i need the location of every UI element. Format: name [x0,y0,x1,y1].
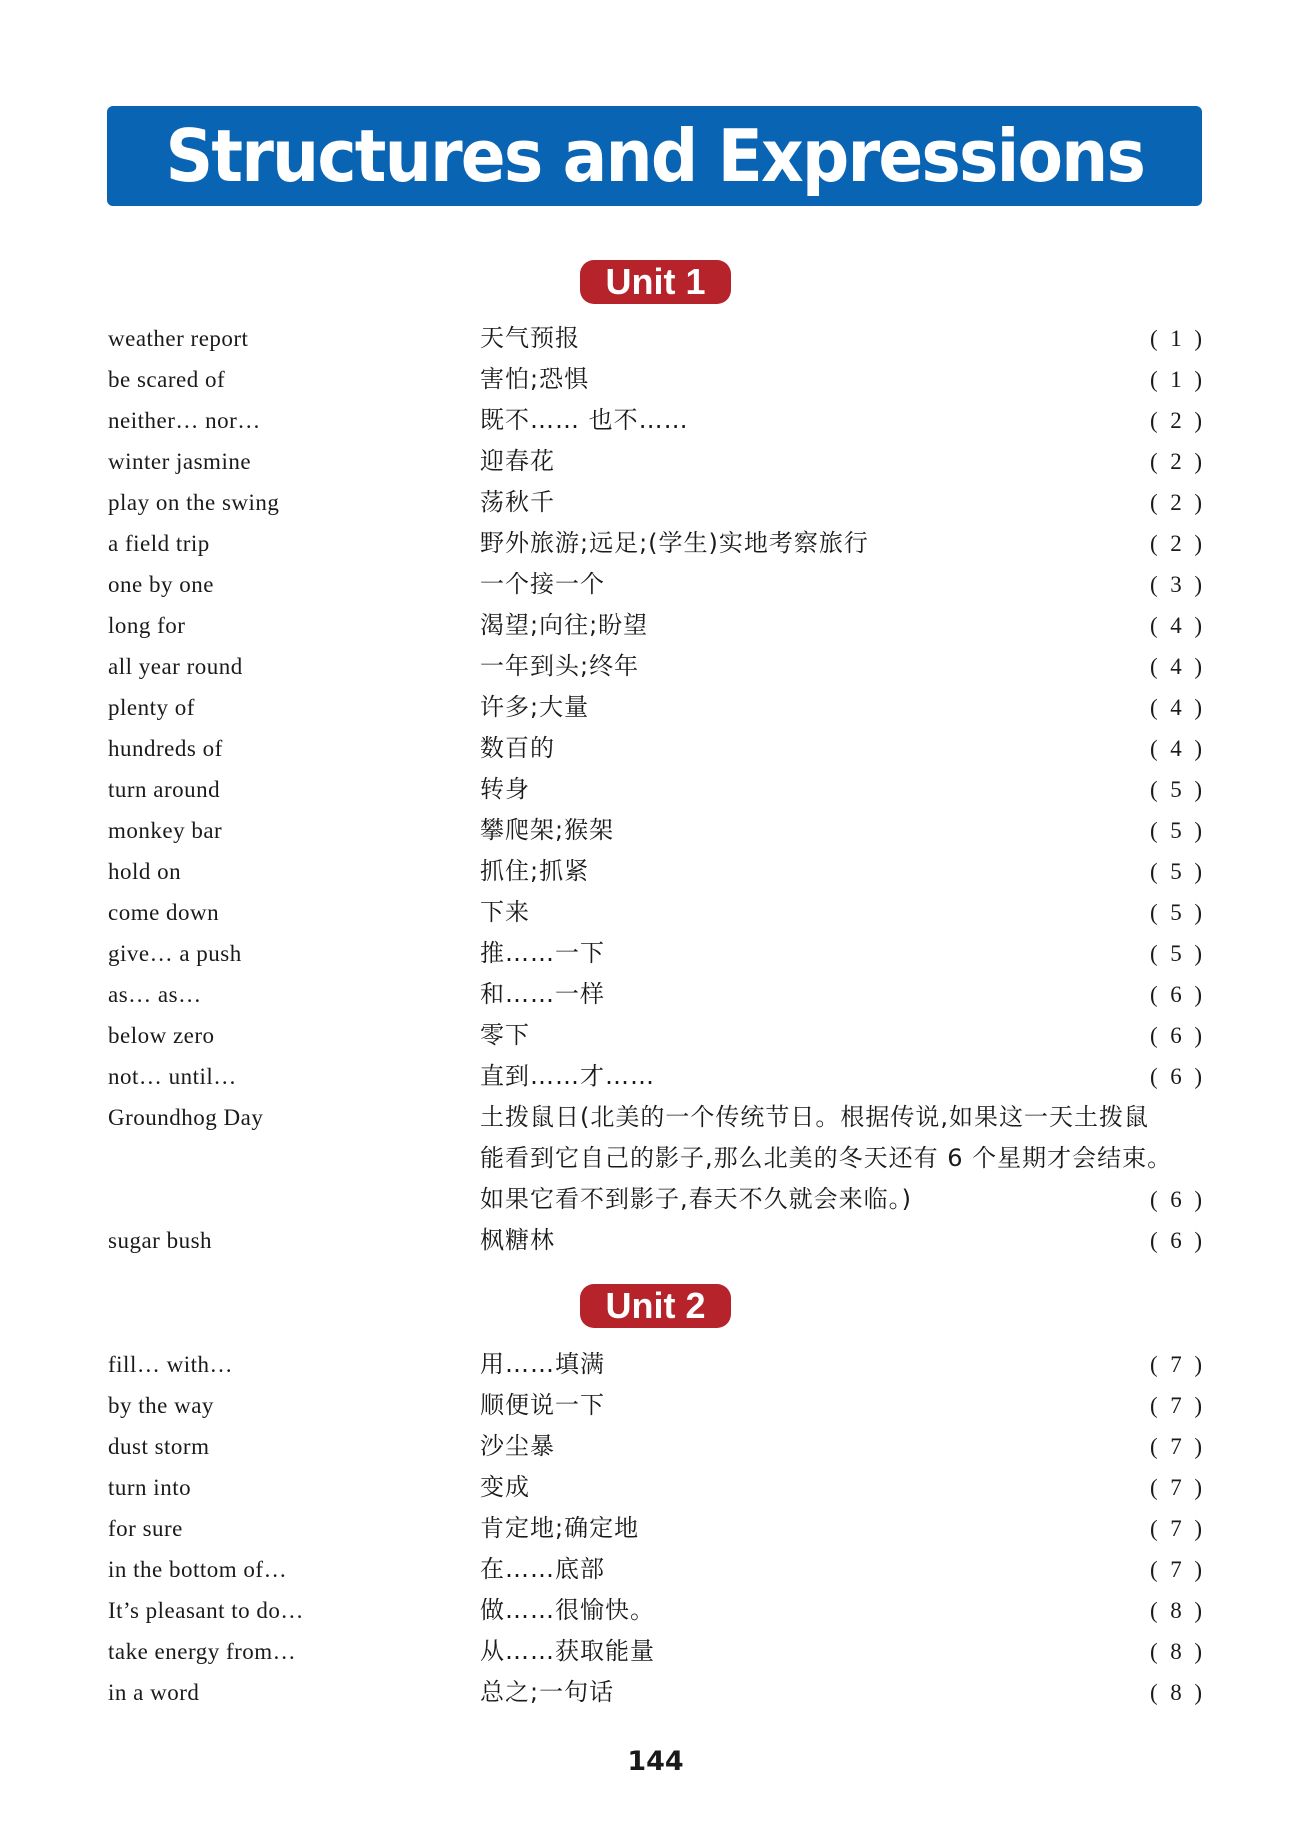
open-paren: ( [1150,736,1158,761]
expression-entry [0,1467,1311,1508]
expression-row [0,1549,1311,1590]
page-ref-number: 5 [1170,777,1182,802]
page-reference [1150,1220,1202,1261]
close-paren: ) [1194,1393,1202,1418]
page-number: 144 [627,1746,684,1777]
english-expression: be scared of [108,367,226,392]
page-reference [1150,892,1202,933]
expression-entry [0,1097,1311,1220]
chinese-meaning: 从……获取能量 [480,1637,655,1665]
expression-entry [0,646,1311,687]
page-ref-number: 6 [1170,1228,1182,1253]
page-ref-number: 8 [1170,1639,1182,1664]
close-paren: ) [1194,1064,1202,1089]
chinese-meaning: 肯定地;确定地 [480,1514,640,1542]
chinese-meaning: 既不…… 也不…… [480,406,689,434]
unit-heading: Unit 1 [580,260,731,304]
page-ref-number: 2 [1170,408,1182,433]
chinese-meaning: 土拨鼠日(北美的一个传统节日。根据传说,如果这一天土拨鼠 [480,1103,1149,1131]
expression-entry [0,441,1311,482]
close-paren: ) [1194,859,1202,884]
page-ref-number: 4 [1170,654,1182,679]
chinese-meaning: 沙尘暴 [480,1432,555,1460]
expression-row [0,1056,1311,1097]
page-ref-number: 6 [1170,982,1182,1007]
page-ref-number: 7 [1170,1475,1182,1500]
page-ref-number: 7 [1170,1557,1182,1582]
expression-row [0,769,1311,810]
close-paren: ) [1194,408,1202,433]
chinese-meaning: 攀爬架;猴架 [480,816,615,844]
english-expression: play on the swing [108,490,280,515]
close-paren: ) [1194,490,1202,515]
page-reference [1150,400,1202,441]
page-reference [1150,1179,1202,1220]
expression-row [0,1344,1311,1385]
chinese-meaning: 顺便说一下 [480,1391,605,1419]
expression-entry [0,810,1311,851]
open-paren: ( [1150,1639,1158,1664]
close-paren: ) [1194,695,1202,720]
close-paren: ) [1194,818,1202,843]
page-ref-number: 6 [1170,1064,1182,1089]
page-ref-number: 3 [1170,572,1182,597]
page-reference [1150,769,1202,810]
expression-row [0,974,1311,1015]
expression-row [0,1467,1311,1508]
page-ref-number: 4 [1170,695,1182,720]
chinese-meaning: 和……一样 [480,980,605,1008]
page-reference [1150,523,1202,564]
expression-row [0,564,1311,605]
page-ref-number: 2 [1170,531,1182,556]
english-expression: weather report [108,326,249,351]
expression-entry [0,1056,1311,1097]
open-paren: ( [1150,449,1158,474]
open-paren: ( [1150,1393,1158,1418]
open-paren: ( [1150,1228,1158,1253]
expression-row [0,1220,1311,1261]
expression-row [0,1015,1311,1056]
chinese-meaning: 野外旅游;远足;(学生)实地考察旅行 [480,529,869,557]
english-expression: long for [108,613,186,638]
english-expression: It’s pleasant to do… [108,1598,304,1623]
expression-entry [0,1344,1311,1385]
chinese-meaning: 推……一下 [480,939,605,967]
page-reference [1150,933,1202,974]
english-expression: in the bottom of… [108,1557,288,1582]
page-reference [1150,1508,1202,1549]
page-ref-number: 1 [1170,326,1182,351]
expression-entry [0,974,1311,1015]
page-reference [1150,810,1202,851]
expression-entry [0,400,1311,441]
open-paren: ( [1150,1023,1158,1048]
expression-row [0,1097,1311,1138]
title-banner [107,106,1202,206]
english-expression: hundreds of [108,736,223,761]
expression-row [0,482,1311,523]
english-expression: in a word [108,1680,200,1705]
expression-entry [0,523,1311,564]
close-paren: ) [1194,982,1202,1007]
expression-row [0,1426,1311,1467]
page-reference [1150,1344,1202,1385]
open-paren: ( [1150,1434,1158,1459]
close-paren: ) [1194,1434,1202,1459]
page-ref-number: 7 [1170,1352,1182,1377]
open-paren: ( [1150,613,1158,638]
english-expression: turn into [108,1475,192,1500]
close-paren: ) [1194,736,1202,761]
expression-row [0,1138,1311,1179]
open-paren: ( [1150,326,1158,351]
chinese-meaning: 如果它看不到影子,春天不久就会来临。) [480,1185,912,1213]
page-reference [1150,646,1202,687]
page-reference [1150,1385,1202,1426]
english-expression: come down [108,900,220,925]
page-reference [1150,851,1202,892]
expression-row [0,523,1311,564]
close-paren: ) [1194,1516,1202,1541]
english-expression: monkey bar [108,818,223,843]
expression-row [0,318,1311,359]
open-paren: ( [1150,982,1158,1007]
page-ref-number: 5 [1170,941,1182,966]
chinese-meaning: 做……很愉快。 [480,1596,655,1624]
expression-entry [0,1508,1311,1549]
open-paren: ( [1150,490,1158,515]
page-reference [1150,1549,1202,1590]
expression-row [0,1179,1311,1220]
expression-entry [0,318,1311,359]
open-paren: ( [1150,777,1158,802]
open-paren: ( [1150,941,1158,966]
expression-entry [0,933,1311,974]
page-reference [1150,1015,1202,1056]
open-paren: ( [1150,1187,1158,1212]
page-reference [1150,564,1202,605]
expression-entry [0,1426,1311,1467]
open-paren: ( [1150,1516,1158,1541]
page-reference [1150,974,1202,1015]
page-reference [1150,1672,1202,1713]
english-expression: sugar bush [108,1228,213,1253]
chinese-meaning: 用……填满 [480,1350,605,1378]
page-reference [1150,482,1202,523]
chinese-meaning: 数百的 [480,734,555,762]
expression-row [0,646,1311,687]
page-reference [1150,1631,1202,1672]
english-expression: turn around [108,777,221,802]
open-paren: ( [1150,1557,1158,1582]
expression-entry [0,1015,1311,1056]
expression-row [0,1631,1311,1672]
chinese-meaning: 害怕;恐惧 [480,365,590,393]
open-paren: ( [1150,531,1158,556]
open-paren: ( [1150,859,1158,884]
expression-entry [0,1385,1311,1426]
english-expression: for sure [108,1516,183,1541]
close-paren: ) [1194,326,1202,351]
open-paren: ( [1150,1064,1158,1089]
close-paren: ) [1194,1187,1202,1212]
expression-row [0,933,1311,974]
expression-entry [0,1672,1311,1713]
page-ref-number: 4 [1170,736,1182,761]
english-expression: neither… nor… [108,408,261,433]
expression-entry [0,1631,1311,1672]
page-ref-number: 7 [1170,1393,1182,1418]
open-paren: ( [1150,1475,1158,1500]
expression-row [0,359,1311,400]
close-paren: ) [1194,1557,1202,1582]
expression-row [0,1672,1311,1713]
expression-entry [0,851,1311,892]
unit-heading: Unit 2 [580,1284,731,1328]
page-ref-number: 6 [1170,1023,1182,1048]
page-ref-number: 2 [1170,449,1182,474]
english-expression: give… a push [108,941,242,966]
chinese-meaning: 迎春花 [480,447,555,475]
close-paren: ) [1194,777,1202,802]
expression-entry [0,728,1311,769]
chinese-meaning: 荡秋千 [480,488,555,516]
page-reference [1150,441,1202,482]
expression-entry [0,687,1311,728]
expression-entry [0,564,1311,605]
chinese-meaning: 在……底部 [480,1555,605,1583]
english-expression: hold on [108,859,182,884]
english-expression: one by one [108,572,214,597]
close-paren: ) [1194,1228,1202,1253]
expression-entry [0,892,1311,933]
chinese-meaning: 天气预报 [480,324,580,352]
open-paren: ( [1150,572,1158,597]
chinese-meaning: 直到……才…… [480,1062,655,1090]
page-ref-number: 5 [1170,900,1182,925]
english-expression: as… as… [108,982,202,1007]
close-paren: ) [1194,941,1202,966]
close-paren: ) [1194,654,1202,679]
close-paren: ) [1194,1352,1202,1377]
chinese-meaning: 能看到它自己的影子,那么北美的冬天还有 6 个星期才会结束。 [480,1144,1173,1172]
close-paren: ) [1194,900,1202,925]
chinese-meaning: 许多;大量 [480,693,590,721]
chinese-meaning: 变成 [480,1473,530,1501]
page-title: Structures and Expressions [165,114,1144,198]
page-ref-number: 2 [1170,490,1182,515]
expression-row [0,1590,1311,1631]
english-expression: a field trip [108,531,210,556]
expression-row [0,1385,1311,1426]
expression-row [0,687,1311,728]
page-reference [1150,1467,1202,1508]
page-ref-number: 6 [1170,1187,1182,1212]
page-reference [1150,359,1202,400]
close-paren: ) [1194,1475,1202,1500]
page-ref-number: 1 [1170,367,1182,392]
expression-row [0,605,1311,646]
page-ref-number: 5 [1170,818,1182,843]
expression-entry [0,1590,1311,1631]
chinese-meaning: 转身 [480,775,530,803]
close-paren: ) [1194,367,1202,392]
close-paren: ) [1194,531,1202,556]
close-paren: ) [1194,1639,1202,1664]
open-paren: ( [1150,654,1158,679]
english-expression: plenty of [108,695,195,720]
open-paren: ( [1150,1352,1158,1377]
close-paren: ) [1194,572,1202,597]
english-expression: not… until… [108,1064,237,1089]
chinese-meaning: 渴望;向往;盼望 [480,611,649,639]
page-ref-number: 8 [1170,1598,1182,1623]
chinese-meaning: 枫糖林 [480,1226,555,1254]
chinese-meaning: 一年到头;终年 [480,652,640,680]
english-expression: take energy from… [108,1639,297,1664]
open-paren: ( [1150,1598,1158,1623]
page-reference [1150,1056,1202,1097]
expression-entry [0,359,1311,400]
expression-row [0,728,1311,769]
expression-row [0,441,1311,482]
page-reference [1150,605,1202,646]
page-ref-number: 4 [1170,613,1182,638]
english-expression: fill… with… [108,1352,233,1377]
page-ref-number: 5 [1170,859,1182,884]
page-ref-number: 8 [1170,1680,1182,1705]
open-paren: ( [1150,695,1158,720]
expression-entry [0,769,1311,810]
open-paren: ( [1150,408,1158,433]
page-reference [1150,1426,1202,1467]
page-ref-number: 7 [1170,1516,1182,1541]
expression-row [0,400,1311,441]
open-paren: ( [1150,1680,1158,1705]
english-expression: winter jasmine [108,449,252,474]
page-reference [1150,1590,1202,1631]
open-paren: ( [1150,900,1158,925]
close-paren: ) [1194,1598,1202,1623]
chinese-meaning: 一个接一个 [480,570,605,598]
close-paren: ) [1194,613,1202,638]
expression-entry [0,1549,1311,1590]
page-reference [1150,728,1202,769]
close-paren: ) [1194,1680,1202,1705]
english-expression: below zero [108,1023,215,1048]
expression-entry [0,1220,1311,1261]
english-expression: by the way [108,1393,214,1418]
chinese-meaning: 抓住;抓紧 [480,857,590,885]
english-expression: Groundhog Day [108,1105,264,1130]
expression-row [0,892,1311,933]
english-expression: all year round [108,654,243,679]
close-paren: ) [1194,1023,1202,1048]
page-reference [1150,687,1202,728]
page-reference [1150,318,1202,359]
chinese-meaning: 零下 [480,1021,530,1049]
expression-row [0,851,1311,892]
expression-entry [0,482,1311,523]
open-paren: ( [1150,818,1158,843]
expression-row [0,810,1311,851]
chinese-meaning: 下来 [480,898,530,926]
close-paren: ) [1194,449,1202,474]
expression-entry [0,605,1311,646]
expression-row [0,1508,1311,1549]
open-paren: ( [1150,367,1158,392]
page-ref-number: 7 [1170,1434,1182,1459]
english-expression: dust storm [108,1434,210,1459]
chinese-meaning: 总之;一句话 [480,1678,615,1706]
